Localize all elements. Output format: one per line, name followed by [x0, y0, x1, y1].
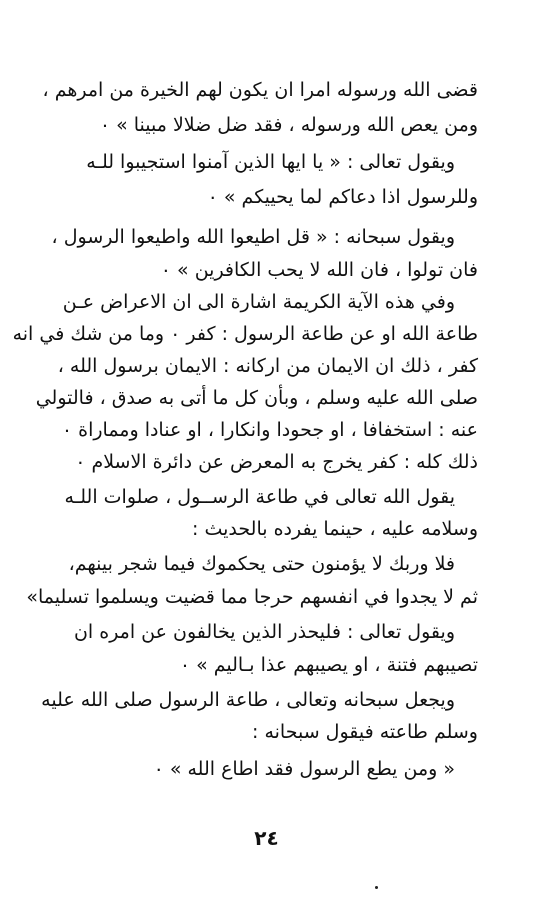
text-line-4: وللرسول اذا دعاكم لما يحييكم » ٠ [207, 186, 478, 208]
text-line-20: وسلم طاعته فيقول سبحانه : [252, 721, 478, 743]
text-line-21: « ومن يطع الرسول فقد اطاع الله » ٠ [153, 758, 455, 780]
text-line-10: صلى الله عليه وسلم ، وبأن كل ما أتى به صدق ، فالتولي [35, 387, 478, 409]
text-line-19: ويجعل سبحانه وتعالى ، طاعة الرسول صلى الله عليه [41, 689, 455, 711]
text-line-2: ومن يعص الله ورسوله ، فقد ضل ضلالا مبينا » ٠ [99, 114, 478, 136]
text-line-5: ويقول سبحانه : « قل اطيعوا الله واطيعوا الرسول ، [51, 226, 455, 248]
text-line-8: طاعة الله او عن طاعة الرسول : كفر ٠ وما من شك في انه [12, 323, 478, 345]
print-speck [375, 886, 378, 889]
text-line-12: ذلك كله : كفر يخرج به المعرض عن دائرة الاسلام ٠ [75, 451, 478, 473]
text-line-6: فان تولوا ، فان الله لا يحب الكافرين » ٠ [160, 259, 478, 281]
text-line-16: ثم لا يجدوا في انفسهم حرجا مما قضيت ويسلموا تسليما» [26, 586, 478, 608]
text-line-1: قضى الله ورسوله امرا ان يكون لهم الخيرة من امرهم ، [42, 79, 478, 101]
page-number: ٢٤ [254, 826, 279, 850]
text-line-14: وسلامه عليه ، حينما يفرده بالحديث : [192, 518, 478, 540]
text-line-17: ويقول تعالى : فليحذر الذين يخالفون عن امره ان [73, 621, 455, 643]
text-line-13: يقول الله تعالى في طاعة الرســول ، صلوات اللـه [64, 486, 455, 508]
text-line-7: وفي هذه الآية الكريمة اشارة الى ان الاعراض عـن [62, 291, 455, 313]
text-line-11: عنه : استخفافا ، او جحودا وانكارا ، او عنادا ومماراة ٠ [61, 419, 478, 441]
text-line-3: ويقول تعالى : « يا ايها الذين آمنوا استجيبوا للـه [86, 151, 455, 173]
text-line-15: فلا وربك لا يؤمنون حتى يحكموك فيما شجر بينهم، [68, 553, 455, 575]
text-line-9: كفر ، ذلك ان الايمان من اركانه : الايمان برسول الله ، [57, 355, 478, 377]
text-line-18: تصيبهم فتنة ، او يصيبهم عذا بـاليم » ٠ [179, 654, 478, 676]
